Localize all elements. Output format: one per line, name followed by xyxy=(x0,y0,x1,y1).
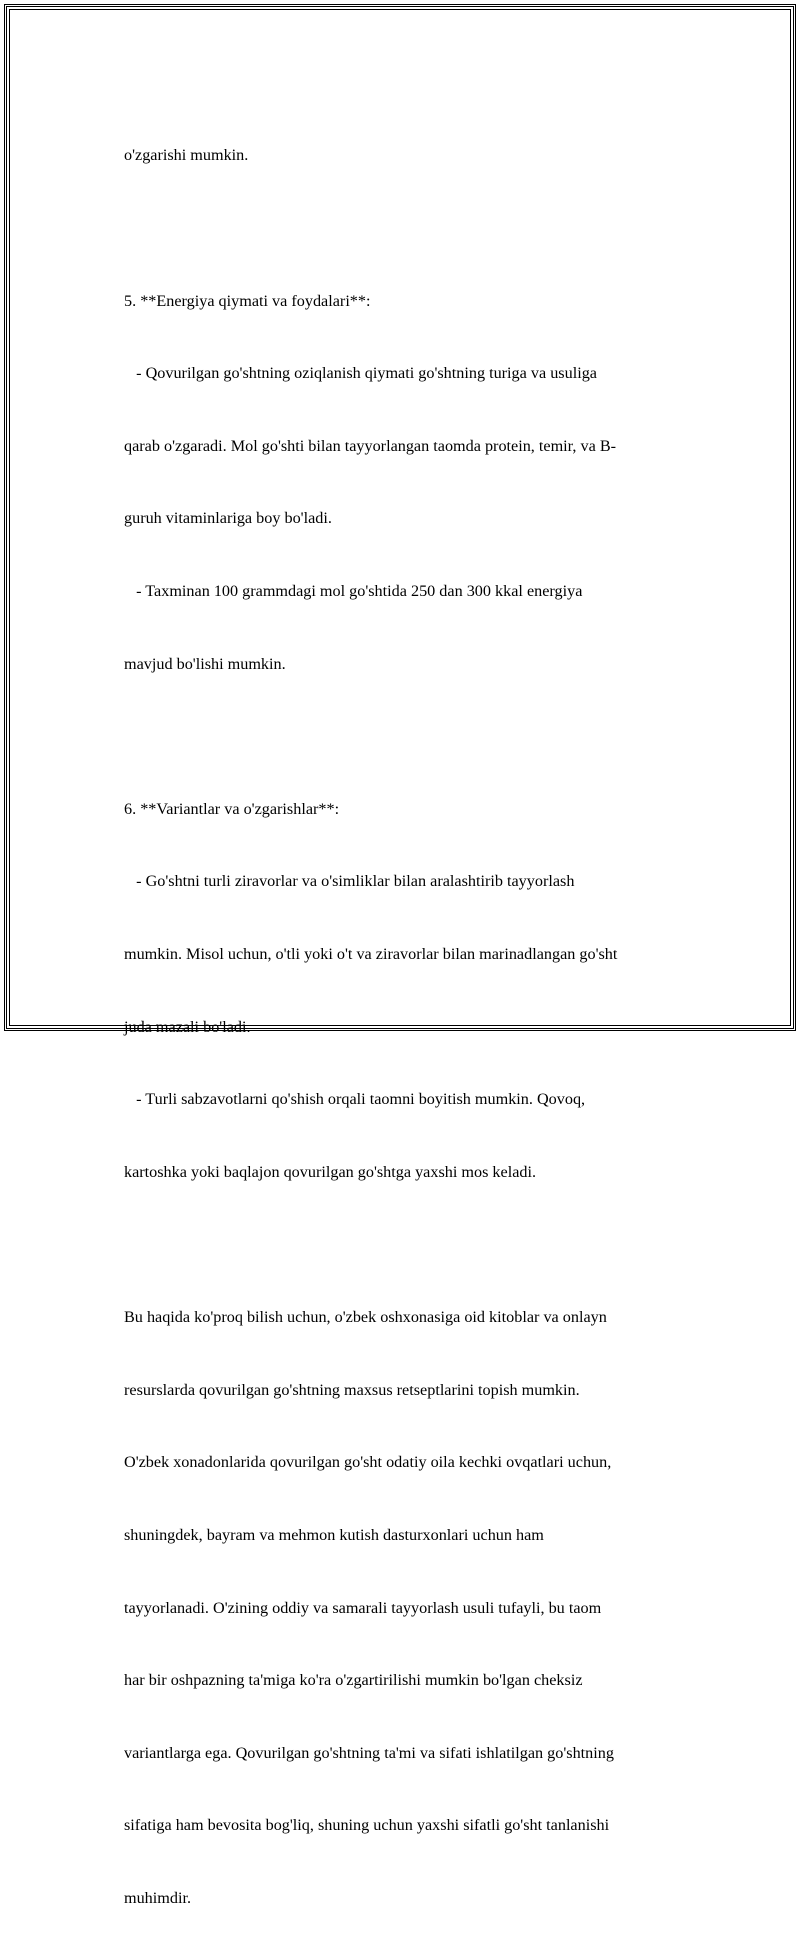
page-frame xyxy=(4,4,796,1907)
text-line: Bu haqida ko'proq bilish uchun, o'zbek oshxonasiga oid kitoblar va onlayn xyxy=(124,1308,607,1327)
text-line: guruh vitaminlariga boy bo'ladi. xyxy=(124,509,332,528)
section-heading: 6. **Variantlar va o'zgarishlar**: xyxy=(124,799,340,818)
text-line: har bir oshpazning ta'miga ko'ra o'zgartirilishi mumkin bo'lgan cheksiz xyxy=(124,1671,583,1690)
text-line: mumkin. Misol uchun, o'tli yoki o't va ziravorlar bilan marinadlangan go'sht xyxy=(124,945,618,964)
text-line: sifatiga ham bevosita bog'liq, shuning uchun yaxshi sifatli go'sht tanlanishi xyxy=(124,1816,610,1835)
text-line: o'zgarishi mumkin. xyxy=(124,146,249,165)
text-line: juda mazali bo'ladi. xyxy=(124,1017,251,1036)
section-heading: 5. **Energiya qiymati va foydalari**: xyxy=(124,291,371,310)
text-line: kartoshka yoki baqlajon qovurilgan go'shtga yaxshi mos keladi. xyxy=(124,1162,537,1181)
text-line: mavjud bo'lishi mumkin. xyxy=(124,654,286,673)
text-line: resurslarda qovurilgan go'shtning maxsus retseptlarini topish mumkin. xyxy=(124,1380,580,1399)
blank-line xyxy=(124,1233,694,1257)
text-line: qarab o'zgaradi. Mol go'shti bilan tayyorlangan taomda protein, temir, va B- xyxy=(124,436,617,455)
document-body xyxy=(124,95,694,1959)
text-line: - Taxminan 100 grammdagi mol go'shtida 250 dan 300 kkal energiya xyxy=(124,582,583,601)
text-line: shuningdek, bayram va mehmon kutish dasturxonlari uchun ham xyxy=(124,1525,544,1544)
text-line: variantlarga ega. Qovurilgan go'shtning ta'mi va sifati ishlatilgan go'shtning xyxy=(124,1743,614,1762)
text-line: tayyorlanadi. O'zining oddiy va samarali tayyorlash usuli tufayli, bu taom xyxy=(124,1598,602,1617)
text-line: - Turli sabzavotlarni qo'shish orqali taomni boyitish mumkin. Qovoq, xyxy=(124,1090,586,1109)
text-line: muhimdir. xyxy=(124,1888,192,1907)
text-line: - Qovurilgan go'shtning oziqlanish qiymati go'shtning turiga va usuliga xyxy=(124,364,597,383)
text-line: O'zbek xonadonlarida qovurilgan go'sht odatiy oila kechki ovqatlari uchun, xyxy=(124,1453,612,1472)
blank-line xyxy=(124,724,694,748)
blank-line xyxy=(124,216,694,240)
text-line: - Go'shtni turli ziravorlar va o'simliklar bilan aralashtirib tayyorlash xyxy=(124,872,575,891)
